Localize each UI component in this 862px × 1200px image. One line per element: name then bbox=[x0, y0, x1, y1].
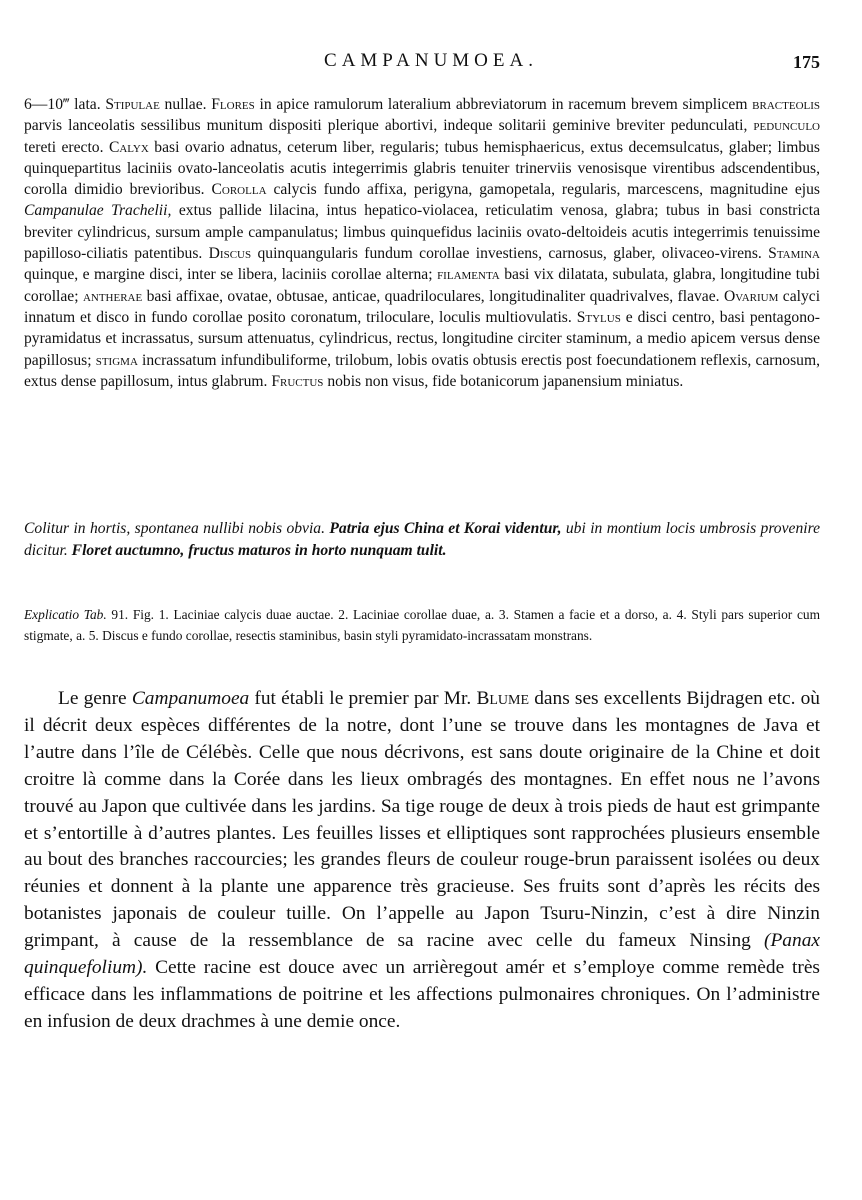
term-stigma: stigma bbox=[95, 351, 138, 369]
plate-explanation-label: Explicatio Tab. bbox=[24, 607, 107, 622]
latin-text: in apice ramulorum lateralium abbreviatorum in racemum brevem simplicem bbox=[259, 96, 748, 113]
author-name: Blume bbox=[476, 688, 530, 709]
latin-text: incrassatum infundibuliforme, trilobum, lobis ovatis obtusis erectis post foecundationem reflexis, carnosum, extus dense papillosum, intus glabrum. bbox=[24, 351, 820, 390]
term-bracteolis: bracteolis bbox=[752, 96, 821, 113]
term-filamenta: filamenta bbox=[437, 266, 500, 284]
latin-text: parvis lanceolatis sessilibus munitum dispositi plerique abortivi, indeque solitarii geminive breviter pedunculati, bbox=[24, 117, 748, 135]
running-title: CAMPANUMOEA. bbox=[324, 50, 538, 71]
term-stipulae: Stipulae bbox=[105, 96, 160, 113]
genus-name: Campanumoea bbox=[131, 688, 250, 709]
french-text: Le genre bbox=[58, 688, 127, 709]
latin-text: e disci centro, basi pentagono-pyramidatus et incrassatus, sursum attenuatus, cylindricus, rectus, longitudine circiter staminum, a medio apicem versus dense papillosus; bbox=[24, 308, 820, 369]
latin-text: quinquangularis fundum corollae investiens, carnosus, glaber, olivaceo-virens. bbox=[257, 245, 762, 263]
species-name: (Panax quinquefolium). bbox=[24, 930, 820, 979]
term-flores: Flores bbox=[211, 96, 255, 113]
latin-text: nobis non visus, fide botanicorum japanensium miniatus. bbox=[327, 372, 684, 390]
term-pedunculo: pedunculo bbox=[753, 117, 820, 135]
term-stylus: Stylus bbox=[576, 308, 621, 326]
term-ovarium: Ovarium bbox=[723, 287, 779, 305]
latin-text: 6—10‴ lata. bbox=[24, 96, 101, 113]
term-antherae: antherae bbox=[82, 287, 143, 305]
latin-text: basi affixae, ovatae, obtusae, anticae, quadriloculares, longitudinaliter quadrivalves, flavae. bbox=[146, 287, 720, 305]
latin-description bbox=[24, 94, 820, 392]
plate-explanation bbox=[24, 604, 820, 646]
plate-explanation-text: 91. Fig. 1. Laciniae calycis duae auctae. 2. Laciniae corollae duae, a. 3. Stamen a facie et a dorso, a. 4. Styli pars superior cum stigmate, a. 5. Discus e fundo corollae, resectis staminibus, basin styli pyramidato-incrassatam monstrans. bbox=[24, 607, 820, 643]
cultivation-text: Colitur in hortis, spontanea nullibi nobis obvia. bbox=[24, 520, 325, 537]
page-number: 175 bbox=[793, 52, 820, 72]
term-stamina: Stamina bbox=[768, 245, 820, 263]
cultivation-note bbox=[24, 518, 820, 561]
latin-text: calyci innatum et disco in fundo corollae posito coronatum, triloculare, loculis multiovulatis. bbox=[24, 287, 821, 326]
french-text: Cette racine est douce avec un arrièregout amér et s’employe comme remède très efficace dans les inflammations de poitrine et les affections pulmonaires chroniques. On l’administre en infusion de deux drachmes à une demie once. bbox=[24, 957, 820, 1032]
term-calyx: Calyx bbox=[108, 138, 149, 156]
page-header bbox=[0, 50, 862, 80]
cultivation-text: ubi in montium locis umbrosis provenire dicitur. bbox=[24, 520, 820, 559]
term-corolla: Corolla bbox=[211, 181, 267, 199]
latin-text: tereti erecto. bbox=[24, 138, 104, 156]
term-fructus: Fructus bbox=[271, 372, 324, 390]
latin-text: quinque, e margine disci, inter se libera, laciniis corollae alterna; bbox=[24, 266, 433, 284]
latin-text: basi ovario adnatus, ceterum liber, regularis; tubus hemisphaericus, extus decemsulcatus, glaber; limbus quinquepartitus laciniis ovato-lanceolatis acutis integerrimis glabris tenuiter trinerviis venosisque virentibus adscendentibus, corolla dimidio brevioribus. bbox=[24, 138, 820, 199]
french-commentary bbox=[24, 686, 820, 1036]
latin-text: calycis fundo affixa, perigyna, gamopetala, regularis, marcescens, magnitudine ejus bbox=[273, 181, 820, 199]
french-text: fut établi le premier par Mr. bbox=[254, 688, 472, 709]
latin-text: extus pallide lilacina, intus hepatico-violacea, reticulatim venosa, glabra; tubus in basi constricta breviter cylindricus, sursum ample campanulatus; limbus quinquefidus laciniis ovato-deltoideis acutis integerrimis tenuissime papilloso-ciliatis patentibus. bbox=[24, 202, 820, 263]
cultivation-text-bold: Floret auctumno, fructus maturos in horto nunquam tulit. bbox=[71, 541, 447, 559]
species-reference: Campanulae Trachelii, bbox=[24, 202, 172, 220]
french-text: dans ses excellents Bijdragen etc. où il décrit deux espèces différentes de la notre, dont l’une se trouve dans les montagnes de Java et l’autre dans l’île de Célébès. Celle que nous décrivons, est sans doute originaire de la Chine et doit croitre là comme dans la Corée dans les lieux ombragés des montagnes. En effet nous ne l’avons trouvé au Japon que cultivée dans les jardins. Sa tige rouge de deux à trois pieds de haut est grimpante et s’entortille à d’autres plantes. Les feuilles lisses et elliptiques sont rapprochées plusieurs ensemble au bout des branches raccourcies; les grandes fleurs de couleur rouge-brun paraissent isolées ou deux réunies et donnent à la plante une apparence très gracieuse. Ses fruits sont d’après les récits des botanistes japonais de couleur tuille. On l’appelle au Japon Tsuru-Ninzin, c’est à dire Ninzin grimpant, à cause de la ressemblance de sa racine avec celle du fameux Ninsing bbox=[24, 688, 821, 952]
latin-text: nullae. bbox=[164, 96, 207, 113]
latin-text: basi vix dilatata, subulata, glabra, longitudine tubi corollae; bbox=[24, 266, 820, 305]
term-discus: Discus bbox=[208, 245, 252, 263]
cultivation-text-bold: Patria ejus China et Korai videntur, bbox=[329, 520, 562, 537]
